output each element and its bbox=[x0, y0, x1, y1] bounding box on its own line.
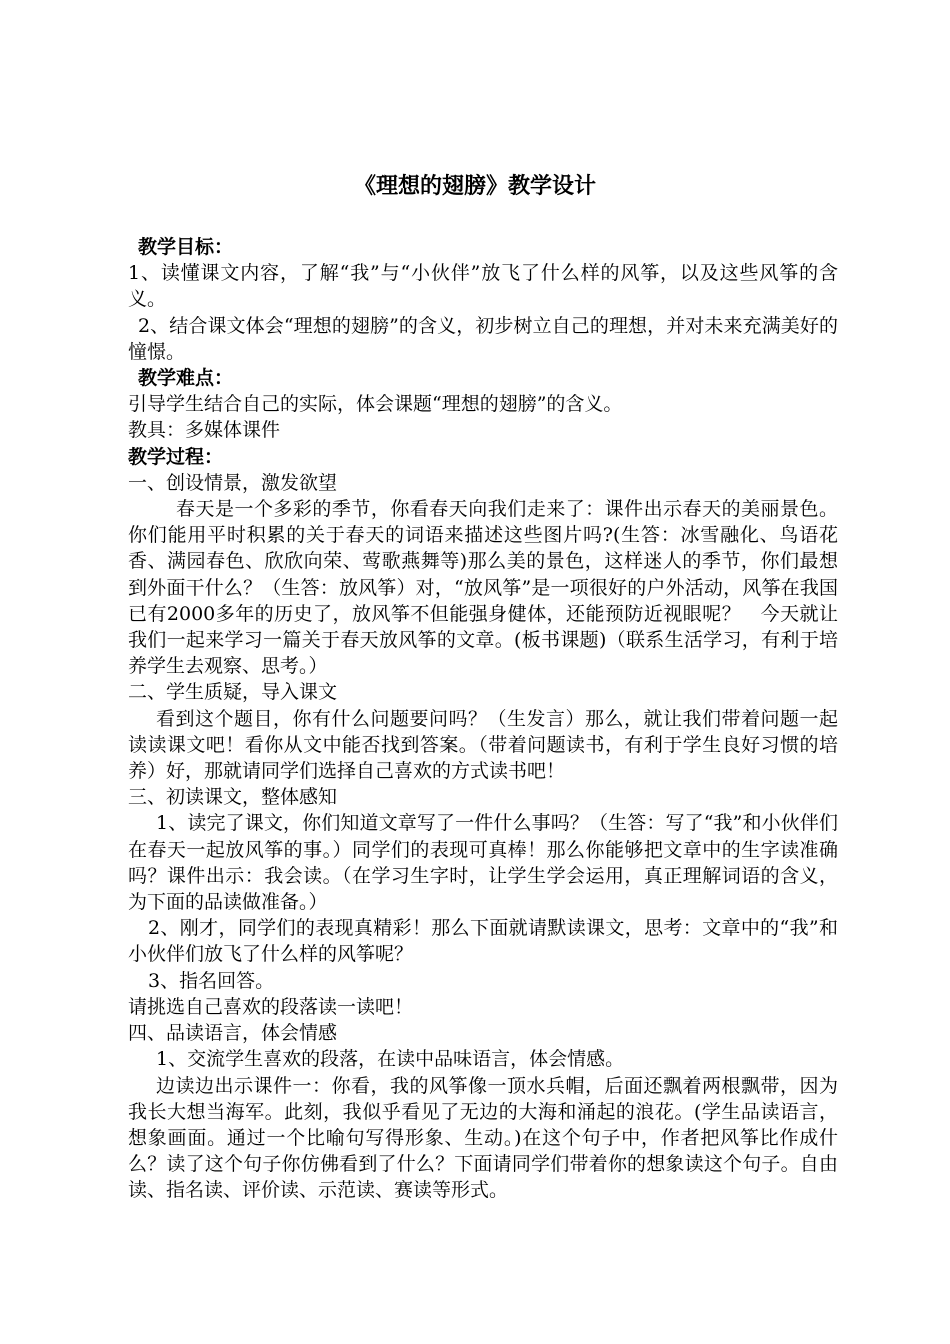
heading-teaching-difficulty: 教学难点： bbox=[138, 367, 234, 390]
paragraph: 1、读完了课文，你们知道文章写了一件什么事吗？（生答：写了“我”和小伙伴们在春天一起放风筝的事。）同学们的表现可真棒！那么你能够把文章中的生字读准确吗？课件出示：我会读。（在学习生字时，让学生学会运用，真正理解词语的含义，为下面的品读做准备。） bbox=[128, 812, 838, 914]
section-heading: 三、初读课文，整体感知 bbox=[128, 786, 338, 809]
heading-teaching-process: 教学过程： bbox=[128, 445, 224, 468]
section-heading: 二、学生质疑，导入课文 bbox=[128, 681, 338, 704]
paragraph: 春天是一个多彩的季节，你看春天向我们走来了：课件出示春天的美丽景色。你们能用平时积累的关于春天的词语来描述这些图片吗?(生答：冰雪融化、鸟语花香、满园春色、欣欣向荣、莺歌燕舞等)那么美的景色，这样迷人的季节，你们最想到外面干什么？（生答：放风筝）对，“放风筝”是一项很好的户外活动，风筝在我国已有2000多年的历史了，放风筝不但能强身健体，还能预防近视眼呢？ 今天就让我们一起来学习一篇关于春天放风筝的文章。(板书课题)（联系生活学习，有利于培养学生去观察、思考。） bbox=[128, 498, 838, 678]
heading-teaching-goals: 教学目标： bbox=[138, 236, 234, 258]
section-heading: 一、创设情景，激发欲望 bbox=[128, 471, 338, 494]
paragraph: 引导学生结合自己的实际，体会课题“理想的翅膀”的含义。 bbox=[128, 393, 623, 416]
paragraph: 2、刚才，同学们的表现真精彩！那么下面就请默读课文，思考：文章中的“我”和小伙伴们放飞了什么样的风筝呢？ bbox=[128, 917, 838, 966]
paragraph: 3、指名回答。 bbox=[148, 969, 275, 992]
paragraph: 边读边出示课件一：你看，我的风筝像一顶水兵帽，后面还飘着两根飘带，因为我长大想当海军。此刻，我似乎看见了无边的大海和涌起的浪花。(学生品读语言，想象画面。通过一个比喻句写得形象、生动。)在这个句子中，作者把风筝比作成什么？读了这个句子你仿佛看到了什么？下面请同学们带着你的想象读这个句子。自由读、指名读、评价读、示范读、赛读等形式。 bbox=[128, 1074, 838, 1202]
paragraph: 教具：多媒体课件 bbox=[128, 419, 281, 442]
paragraph: 1、读懂课文内容，了解“我”与“小伙伴”放飞了什么样的风筝，以及这些风筝的含义。 bbox=[128, 262, 838, 311]
document-body bbox=[128, 234, 838, 1204]
paragraph: 看到这个题目，你有什么问题要问吗？（生发言）那么，就让我们带着问题一起读读课文吧！看你从文中能否找到答案。（带着问题读书，有利于学生良好习惯的培养）好，那就请同学们选择自己喜欢的方式读书吧！ bbox=[128, 707, 838, 783]
paragraph: 2、结合课文体会“理想的翅膀”的含义，初步树立自己的理想，并对未来充满美好的憧憬。 bbox=[128, 314, 838, 363]
document-title: 《理想的翅膀》教学设计 bbox=[353, 174, 596, 199]
paragraph: 请挑选自己喜欢的段落读一读吧！ bbox=[128, 995, 414, 1018]
paragraph: 1、交流学生喜欢的段落，在读中品味语言，体会情感。 bbox=[156, 1048, 625, 1071]
section-heading: 四、品读语言，体会情感 bbox=[128, 1022, 338, 1045]
